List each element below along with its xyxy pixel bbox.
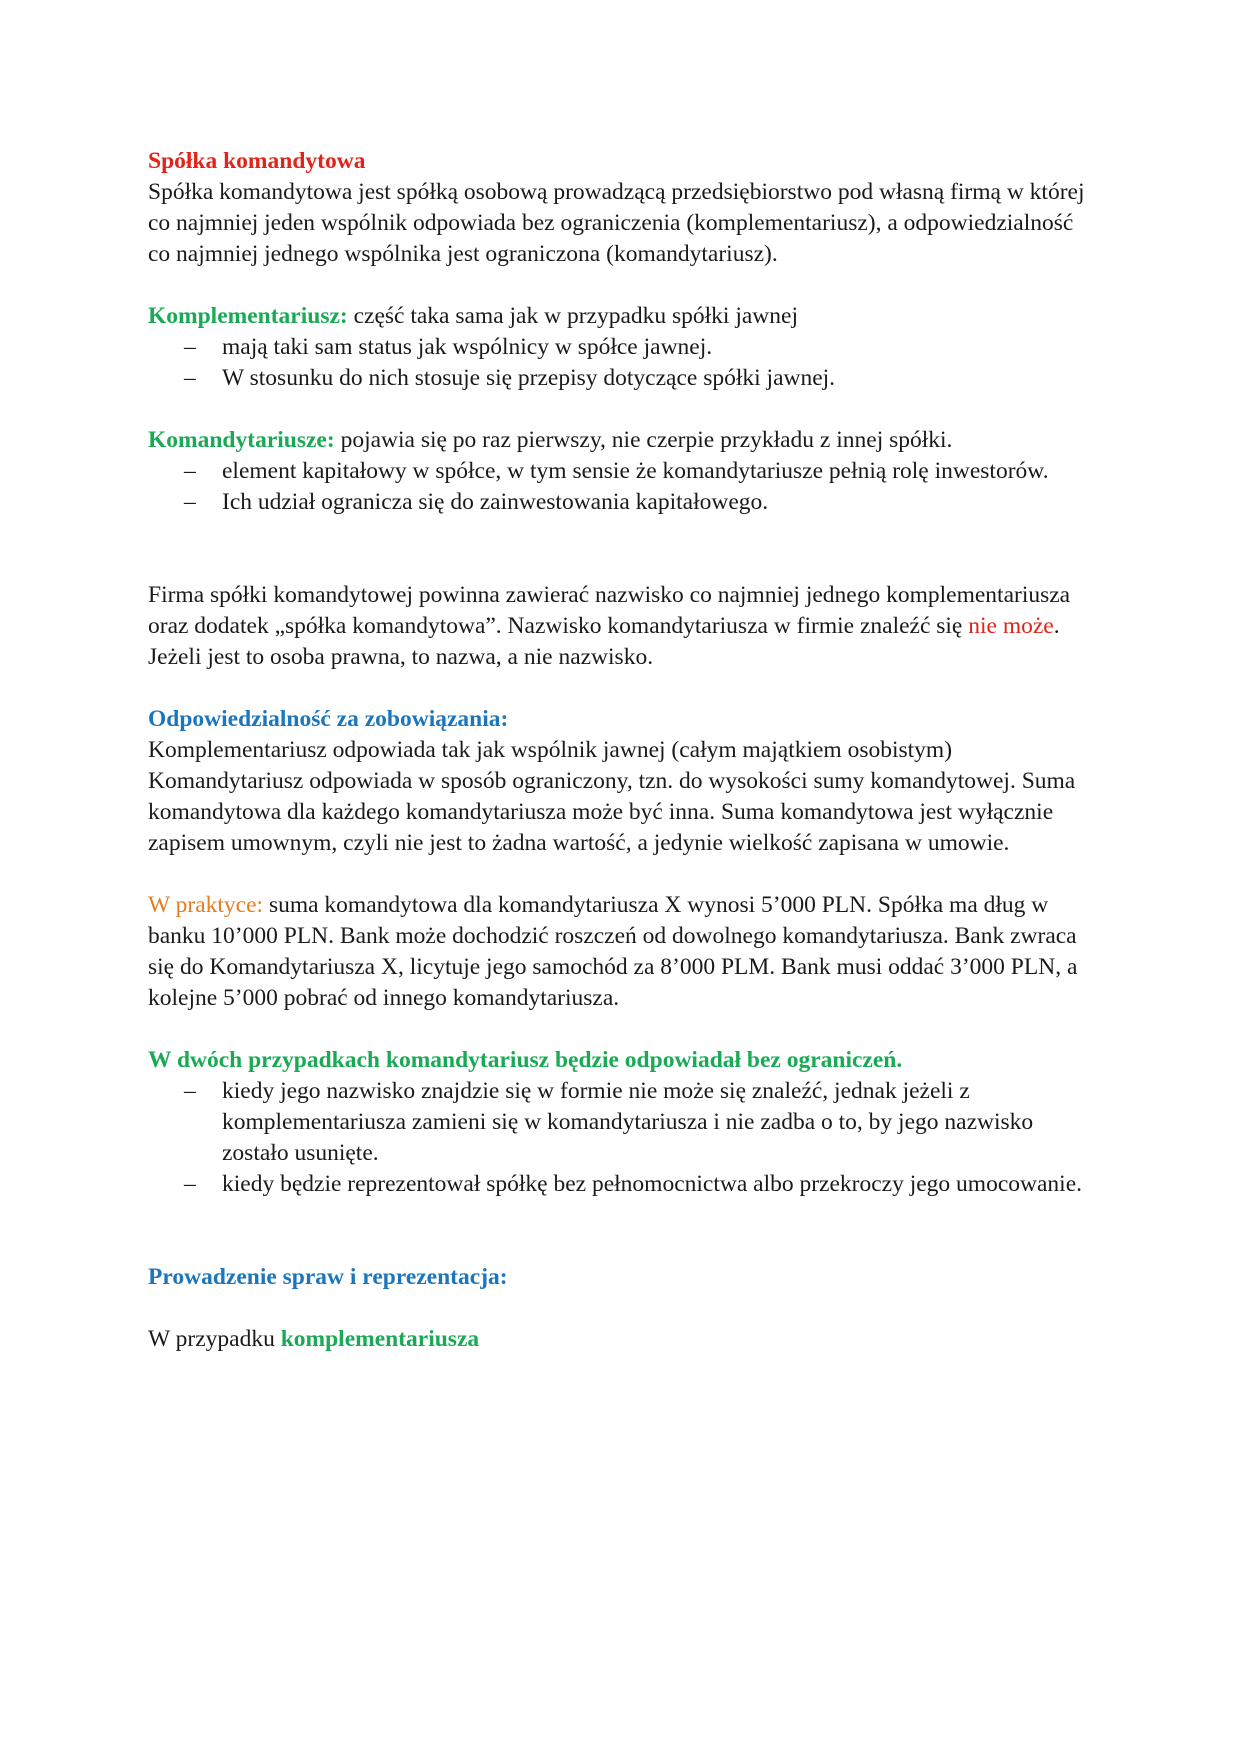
odpowiedzialnosc-line2: Komandytariusz odpowiada w sposób ograniczony, tzn. do wysokości sumy komandytowej. Suma komandytowa dla każdego komandytariusza może być inna. Suma komandytowa jest wyłącznie zapisem umownym, czyli nie jest to żadna wartość, a jedynie wielkość zapisana w umowie. <box>148 768 1076 856</box>
odpowiedzialnosc-heading: Odpowiedzialność za zobowiązania: <box>148 706 509 732</box>
list-item: – W stosunku do nich stosuje się przepisy dotyczące spółki jawnej. <box>222 363 1090 394</box>
komplementariusz-paragraph <box>148 301 1090 332</box>
prowadzenie-paragraph <box>148 1324 1090 1355</box>
firma-text: Firma spółki komandytowej powinna zawierać nazwisko co najmniej jednego komplementariusza oraz dodatek „spółka komandytowa”. Nazwisko komandytariusza w firmie znaleźć się <box>148 582 1071 639</box>
komandytariusze-label: Komandytariusze: <box>148 427 335 453</box>
intro-paragraph: Spółka komandytowa jest spółką osobową prowadzącą przedsiębiorstwo pod własną firmą w której co najmniej jeden wspólnik odpowiada bez ograniczenia (komplementariusz), a odpowiedzialność co najmniej jednego wspólnika jest ograniczona (komandytariusz). <box>148 179 1085 267</box>
dwa-przypadki-heading: W dwóch przypadkach komandytariusz będzie odpowiadał bez ograniczeń. <box>148 1047 903 1073</box>
firma-text-end: . <box>1053 613 1060 639</box>
list-item: – kiedy będzie reprezentował spółkę bez pełnomocnictwa albo przekroczy jego umocowanie. <box>222 1169 1090 1200</box>
list-item: – mają taki sam status jak wspólnicy w spółce jawnej. <box>222 332 1090 363</box>
list-item: – Ich udział ogranicza się do zainwestowania kapitałowego. <box>222 487 1090 518</box>
komandytariusze-paragraph <box>148 425 1090 456</box>
komplementariusz-label: Komplementariusz: <box>148 303 348 329</box>
prowadzenie-heading: Prowadzenie spraw i reprezentacja: <box>148 1264 508 1290</box>
praktyka-text: suma komandytowa dla komandytariusza X wynosi 5’000 PLN. Spółka ma dług w banku 10’000 PLN. Bank może dochodzić roszczeń od dowolnego komandytariusza. Bank zwraca się do Komandytariusza X, licytuje jego samochód za 8’000 PLM. Bank musi oddać 3’000 PLN, a kolejne 5’000 pobrać od innego komandytariusza. <box>148 892 1078 1011</box>
list-item: – element kapitałowy w spółce, w tym sensie że komandytariusze pełnią rolę inwestorów. <box>222 456 1090 487</box>
komplementariusz-list <box>148 332 1090 394</box>
praktyka-paragraph <box>148 890 1090 1014</box>
firma-line2: Jeżeli jest to osoba prawna, to nazwa, a nie nazwisko. <box>148 644 654 670</box>
firma-highlight: nie może <box>968 613 1054 639</box>
odpowiedzialnosc-line1: Komplementariusz odpowiada tak jak wspólnik jawnej (całym majątkiem osobistym) <box>148 737 953 763</box>
document-title: Spółka komandytowa <box>148 148 366 174</box>
dwa-przypadki-list <box>148 1076 1090 1200</box>
prowadzenie-text: W przypadku <box>148 1326 281 1352</box>
prowadzenie-highlight: komplementariusza <box>280 1326 480 1352</box>
komplementariusz-text: część taka sama jak w przypadku spółki jawnej <box>347 303 798 329</box>
komandytariusze-list <box>148 456 1090 518</box>
praktyka-label: W praktyce: <box>148 892 264 918</box>
list-item: – kiedy jego nazwisko znajdzie się w formie nie może się znaleźć, jednak jeżeli z komplementariusza zamieni się w komandytariusza i nie zadba o to, by jego nazwisko zostało usunięte. <box>222 1076 1090 1169</box>
komandytariusze-text: pojawia się po raz pierwszy, nie czerpie przykładu z innej spółki. <box>334 427 953 453</box>
firma-paragraph <box>148 580 1090 642</box>
